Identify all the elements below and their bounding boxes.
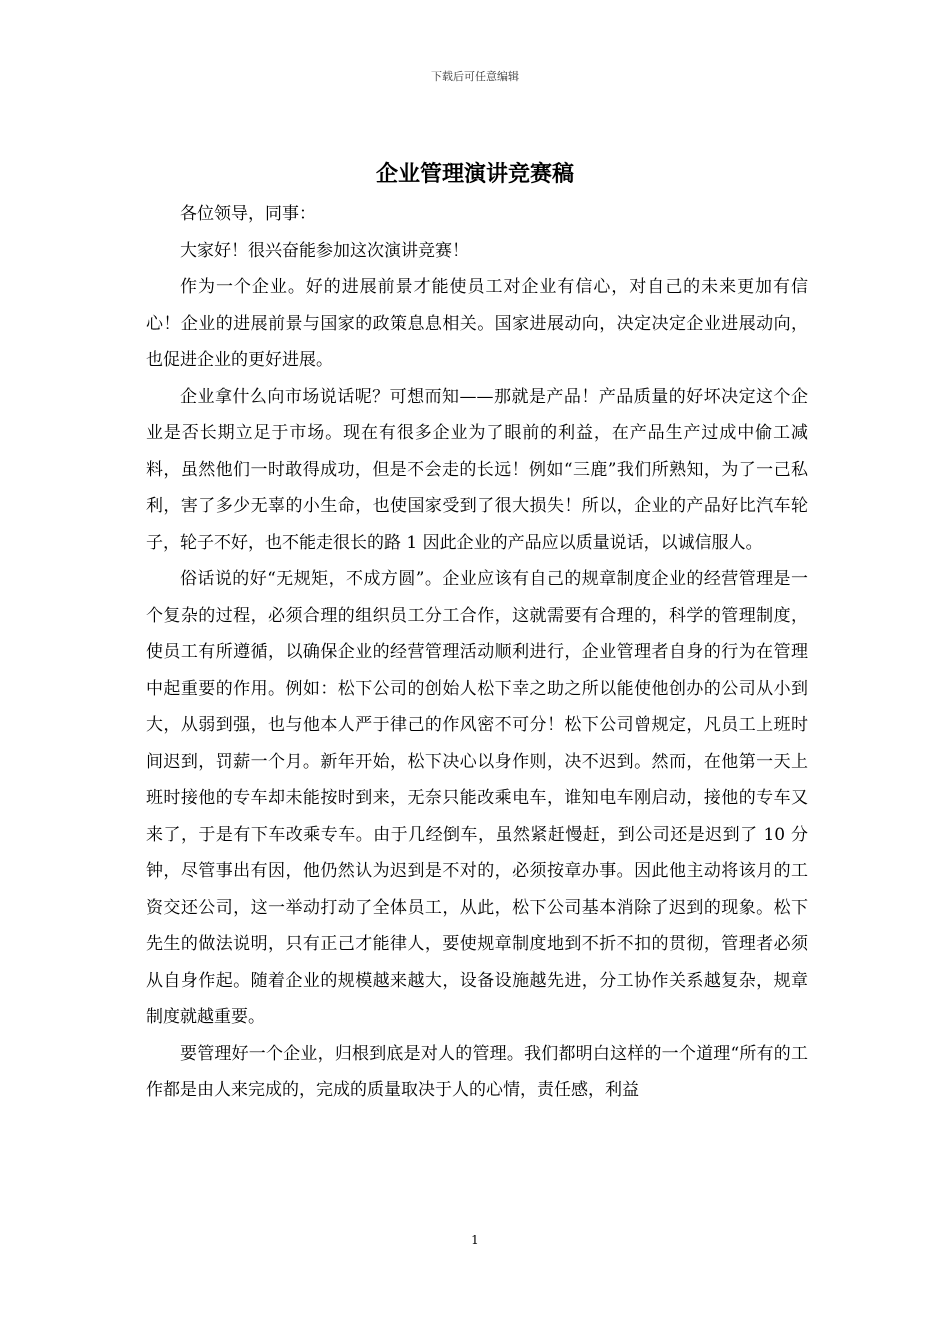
paragraph-rules-and-regulations: 俗话说的好“无规矩，不成方圆”。企业应该有自己的规章制度企业的经营管理是一个复杂的过程，必须合理的组织员工分工合作，这就需要有合理的，科学的管理制度，使员工有所遵循，以确保企业的经营管理活动顺利进行，企业管理者自身的行为在管理中起重要的作用。例如：松下公司的创始人松下幸之助之所以能使他创办的公司从小到大，从弱到强，也与他本人严于律己的作风密不可分！松下公司曾规定，凡员工上班时间迟到，罚薪一个月。新年开始，松下决心以身作则，决不迟到。然而，在他第一天上班时接他的专车却未能按时到来，无奈只能改乘电车，谁知电车刚启动，接他的专车又来了，于是有下车改乘专车。由于几经倒车，虽然紧赶慢赶，到公司还是迟到了 10 分钟，尽管事出有因，他仍然认为迟到是不对的，必须按章办事。因此他主动将该月的工资交还公司，这一举动打动了全体员工，从此，松下公司基本消除了迟到的现象。松下先生的做法说明，只有正己才能律人，要使规章制度地到不折不扣的贯彻，管理者必须从自身作起。随着企业的规模越来越大，设备设施越先进，分工协作关系越复杂，规章制度就越重要。 xyxy=(146,569,808,1027)
paragraph-opening: 大家好！很兴奋能参加这次演讲竞赛！ xyxy=(180,240,469,261)
paragraph-people-management: 要管理好一个企业，归根到底是对人的管理。我们都明白这样的一个道理“所有的工作都是由人来完成的，完成的质量取决于人的心情，责任感，利益 xyxy=(146,1043,808,1100)
document-title: 企业管理演讲竞赛稿 xyxy=(375,161,574,187)
paragraph-greeting: 各位领导，同事： xyxy=(180,204,316,224)
page-header-note: 下载后可任意编辑 xyxy=(431,70,519,83)
document-body xyxy=(146,196,808,1109)
paragraph-prospects: 作为一个企业。好的进展前景才能使员工对企业有信心，对自己的未来更加有信心！企业的进展前景与国家的政策息息相关。国家进展动向，决定决定企业进展动向，也促进企业的更好进展。 xyxy=(146,277,808,370)
page-number: 1 xyxy=(471,1233,479,1247)
paragraph-product-quality: 企业拿什么向市场说话呢？可想而知——那就是产品！产品质量的好坏决定这个企业是否长期立足于市场。现在有很多企业为了眼前的利益，在产品生产过成中偷工减料，虽然他们一时敢得成功，但是不会走的长远！例如“三鹿”我们所熟知，为了一己私利，害了多少无辜的小生命，也使国家受到了很大损失！所以，企业的产品好比汽车轮子，轮子不好，也不能走很长的路 1 因此企业的产品应以质量说话，以诚信服人。 xyxy=(146,386,808,553)
